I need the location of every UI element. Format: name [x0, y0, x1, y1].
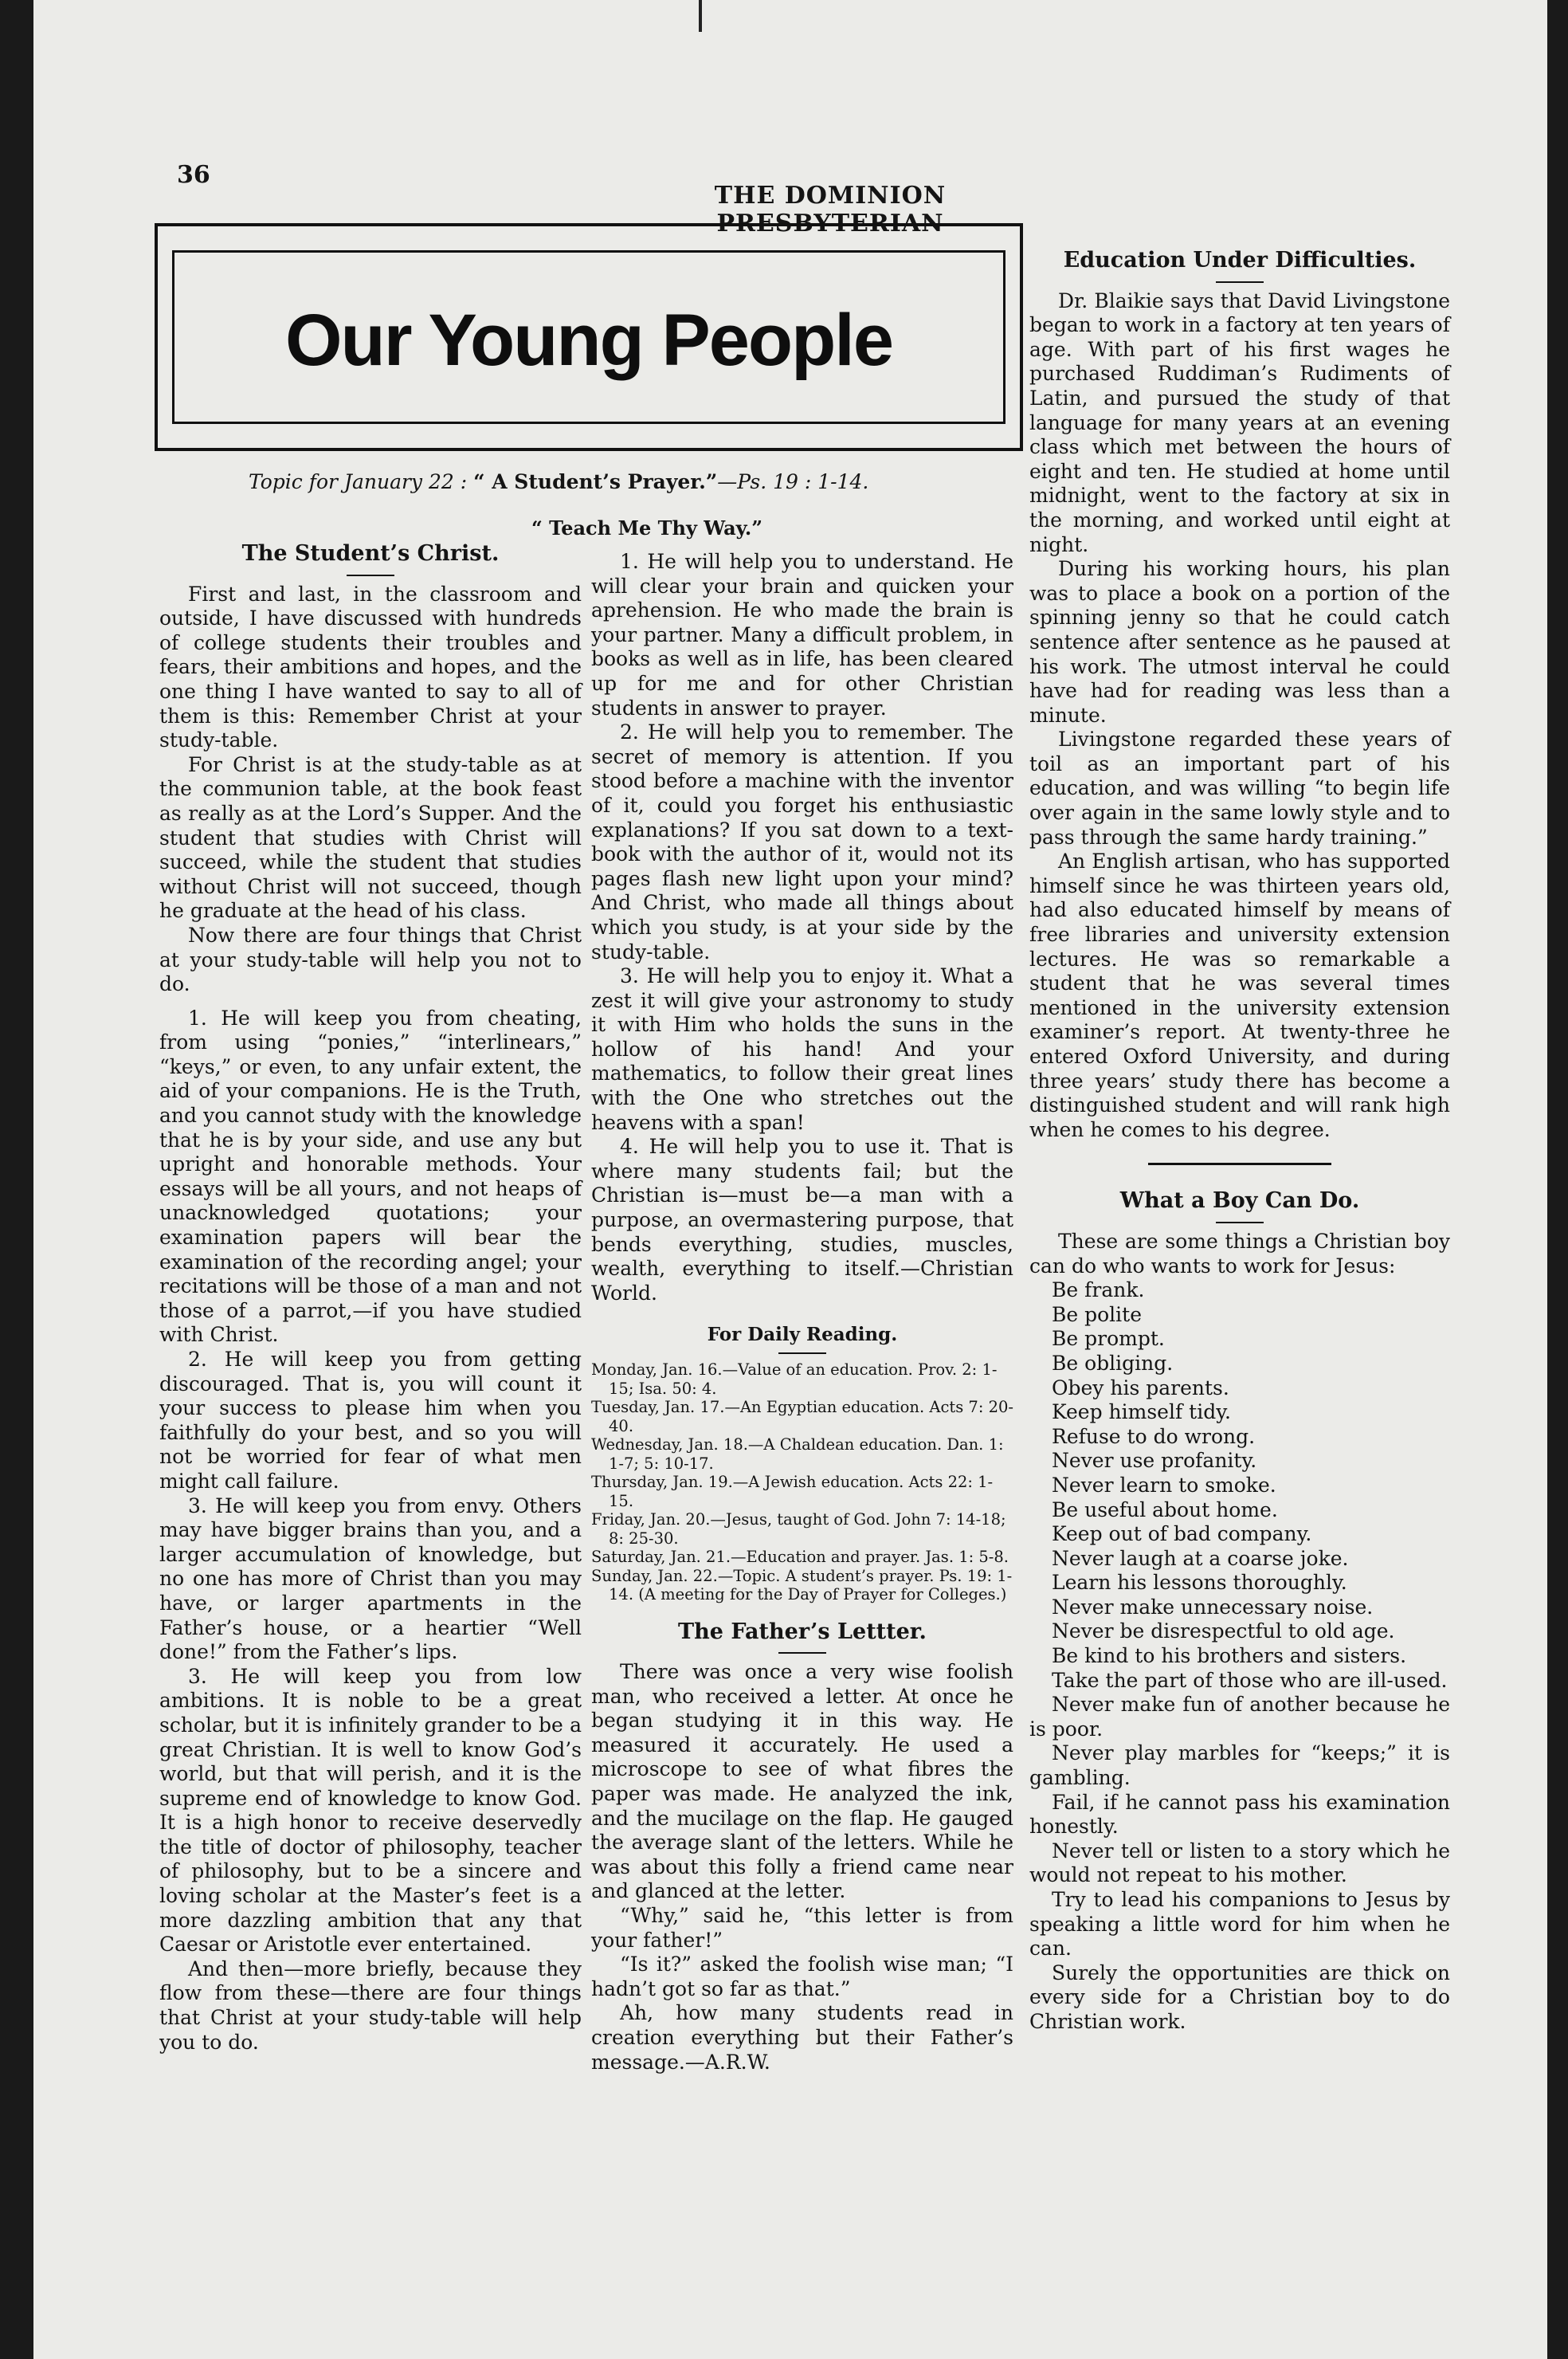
- list-item: Be prompt.: [1052, 1327, 1165, 1351]
- list-item: Never tell or listen to a story which he would not repeat to his mother.: [1029, 1839, 1450, 1887]
- topic-line: [249, 470, 1013, 493]
- banner-inner-frame: [172, 250, 1005, 424]
- paragraph: Now there are four things that Christ at your study-table will help you not to do.: [159, 923, 582, 996]
- paragraph: 1. He will help you to understand. He will clear your brain and quicken your aprehension. He who made the brain is your partner. Many a difficult problem, in books as well as in life, has been cleared up for me and for other Christian students in answer to prayer.: [591, 550, 1013, 720]
- paragraph: “Is it?” asked the foolish wise man; “I hadn’t got so far as that.”: [591, 1953, 1013, 2000]
- paragraph: An English artisan, who has supported himself since he was thirteen years old, had also educated himself by means of free libraries and university extension lectures. He was so remarkable a student that he was several times mentioned in the university extension examiner’s report. At twenty-three he entered Oxford University, and during three years’ study there has become a distinguished student and will rank high when he comes to his degree.: [1029, 850, 1450, 1141]
- paragraph: 4. He will help you to use it. That is where many students fail; but the Christian is—must be—a man with a purpose, an overmastering purpose, that bends everything, studies, muscles, wealth, everything to itself.—Christian World.: [591, 1135, 1013, 1305]
- paragraph: These are some things a Christian boy can do who wants to work for Jesus:: [1029, 1229, 1450, 1278]
- list-item: Refuse to do wrong.: [1052, 1424, 1256, 1448]
- list-item: Be polite: [1052, 1302, 1143, 1326]
- list-item: Wednesday, Jan. 18.—A Chaldean education. Dan. 1: 1-7; 5: 10-17.: [591, 1435, 1004, 1473]
- list-item: Never be disrespectful to old age.: [1052, 1619, 1395, 1643]
- list-item: Be obliging.: [1052, 1351, 1174, 1375]
- list-item: Monday, Jan. 16.—Value of an education. Prov. 2: 1-15; Isa. 50: 4.: [591, 1360, 998, 1398]
- paragraph: “Why,” said he, “this letter is from your father!”: [591, 1904, 1013, 1952]
- paragraph: 2. He will keep you from getting discouraged. That is, you will count it your success to please him when you faithfully do your best, and so you will not be worried for fear of what men might call failure.: [159, 1348, 582, 1493]
- list-item: Saturday, Jan. 21.—Education and prayer. Jas. 1: 5-8.: [591, 1548, 1009, 1566]
- paragraph: 3. He will keep you from envy. Others may have bigger brains than you, and a larger accumulation of knowledge, but no one has more of Christ than you may have, or larger apartments in the Father’s house, or a heartier “Well done!” from the Father’s lips.: [159, 1494, 582, 1664]
- running-head: THE DOMINION PRESBYTERIAN: [714, 182, 947, 237]
- topic-ref: —Ps. 19 : 1-14.: [717, 470, 869, 493]
- section-divider: [1148, 1163, 1331, 1165]
- banner-title: Our Young People: [285, 300, 892, 381]
- article-heading-students-christ: The Student’s Christ.: [241, 541, 500, 566]
- list-item: Never laugh at a coarse joke.: [1052, 1546, 1349, 1570]
- column-left: [159, 542, 582, 2055]
- list-item: Thursday, Jan. 19.—A Jewish education. Acts 22: 1-15.: [591, 1473, 994, 1510]
- paragraph: 3. He will help you to enjoy it. What a zest it will give your astronomy to study it with Him who holds the suns in the hollow of his hand! And your mathematics, to follow their great lines with the One who stretches out the heavens with a span!: [591, 964, 1013, 1134]
- daily-reading-heading: For Daily Reading.: [707, 1324, 898, 1346]
- page-number: 36: [177, 161, 210, 189]
- article-heading-fathers-letter: The Father’s Lettter.: [678, 1619, 927, 1644]
- subtopic-line: “ Teach Me Thy Way.”: [531, 516, 763, 540]
- paragraph: Livingstone regarded these years of toil as an important part of his education, and was willing “to begin life over again in the same lowly style and to pass through the same hardy training.”: [1029, 728, 1450, 849]
- column-middle: [591, 550, 1013, 2074]
- list-item: Never make unnecessary noise.: [1052, 1595, 1374, 1619]
- list-item: Be useful about home.: [1052, 1497, 1278, 1521]
- paragraph: First and last, in the classroom and outside, I have discussed with hundreds of college students their troubles and fears, their ambitions and hopes, and the one thing I have wanted to say to all of them is this: Remember Christ at your study-table.: [159, 582, 582, 752]
- list-item: Never play marbles for “keeps;” it is gambling.: [1029, 1741, 1450, 1790]
- section-banner: [155, 223, 1023, 451]
- list-item: Surely the opportunities are thick on every side for a Christian boy to do Christian work.: [1029, 1961, 1450, 2033]
- list-item: Take the part of those who are ill-used.: [1052, 1668, 1448, 1692]
- list-item: Never make fun of another because he is poor.: [1029, 1693, 1450, 1741]
- article-heading-education: Education Under Difficulties.: [1063, 248, 1417, 273]
- list-item: Sunday, Jan. 22.—Topic. A student’s prayer. Ps. 19: 1-14. (A meeting for the Day of Prayer for Colleges.): [591, 1566, 1013, 1603]
- list-item: Never learn to smoke.: [1052, 1473, 1276, 1497]
- paragraph: Dr. Blaikie says that David Livingstone began to work in a factory at ten years of age. With part of his first wages he purchased Ruddiman’s Rudiments of Latin, and pursued the study of that language for many years at an evening class which met between the hours of eight and ten. He studied at home until midnight, went to the factory at six in the morning, and worked until eight at night.: [1029, 288, 1450, 556]
- list-item: Obey his parents.: [1052, 1376, 1229, 1399]
- boy-can-do-list: [1029, 1278, 1450, 2034]
- list-item: Be kind to his brothers and sisters.: [1052, 1644, 1407, 1668]
- paragraph: 3. He will keep you from low ambitions. It is noble to be a great scholar, but it is infinitely grander to be a great Christian. It is well to know God’s world, but that will perish, and it is the supreme end of knowledge to know God. It is a high honor to receive deservedly the title of doctor of philosophy, teacher of philosophy, but to be a sincere and loving scholar at the Master’s feet is a more dazzling ambition that any that Caesar or Aristotle ever entertained.: [159, 1664, 582, 1957]
- paragraph: Ah, how many students read in creation everything but their Father’s message.—A.R.W.: [591, 2001, 1013, 2074]
- paragraph: And then—more briefly, because they flow from these—there are four things that Christ at your study-table will help you to do.: [159, 1957, 582, 2054]
- newspaper-page: [33, 0, 1547, 2359]
- paragraph: During his working hours, his plan was to place a book on a portion of the spinning jenny so that he could catch sentence after sentence as he paused at his work. The utmost interval he could have had for reading was less than a minute.: [1029, 557, 1450, 727]
- list-item: Fail, if he cannot pass his examination honestly.: [1029, 1790, 1450, 1839]
- list-item: Keep himself tidy.: [1052, 1400, 1231, 1424]
- daily-reading-list: [591, 1360, 1013, 1604]
- column-right: [1029, 249, 1450, 2035]
- list-item: Be frank.: [1052, 1278, 1145, 1302]
- paragraph: There was once a very wise foolish man, who received a letter. At once he began studying it in this way. He measured it accurately. He used a microscope to see of what fibres the paper was made. He analyzed the ink, and the mucilage on the flap. He gauged the average slant of the letters. While he was about this folly a friend came near and glanced at the letter.: [591, 1660, 1013, 1903]
- list-item: Learn his lessons thoroughly.: [1052, 1571, 1347, 1595]
- topic-title: “ A Student’s Prayer.”: [473, 470, 718, 493]
- list-item: Friday, Jan. 20.—Jesus, taught of God. John 7: 14-18; 8: 25-30.: [591, 1510, 1006, 1548]
- list-item: Tuesday, Jan. 17.—An Egyptian education. Acts 7: 20-40.: [591, 1398, 1013, 1435]
- heading-rule: [778, 1352, 826, 1354]
- list-item: Keep out of bad company.: [1052, 1522, 1312, 1546]
- scan-mark: [699, 0, 702, 32]
- paragraph: 2. He will help you to remember. The secret of memory is attention. If you stood before a machine with the inventor of it, could you forget his enthusiastic explanations? If you sat down to a text-book with the author of it, would not its pages flash new light upon your mind? And Christ, who made all things about which you study, is at your side by the study-table.: [591, 720, 1013, 964]
- heading-rule: [1216, 281, 1264, 283]
- heading-rule: [778, 1652, 826, 1654]
- paragraph: 1. He will keep you from cheating, from using “ponies,” “interlinears,” “keys,” or even, to any unfair extent, the aid of your companions. He is the Truth, and you cannot study with the knowledge that he is by your side, and use any but upright and honorable methods. Your essays will be all yours, and not heaps of unacknowledged quotations; your examination papers will bear the examination of the recording angel; your recitations will be those of a man and not those of a parrot,—if you have studied with Christ.: [159, 1006, 582, 1347]
- heading-rule: [347, 575, 394, 576]
- article-heading-what-a-boy-can-do: What a Boy Can Do.: [1119, 1188, 1360, 1214]
- list-item: Never use profanity.: [1052, 1449, 1257, 1473]
- topic-prefix: Topic for January 22 :: [249, 470, 468, 493]
- heading-rule: [1216, 1222, 1264, 1223]
- paragraph: For Christ is at the study-table as at the communion table, at the book feast as really as at the Lord’s Supper. And the student that studies with Christ will succeed, while the student that studies without Christ will not succeed, though he graduate at the head of his class.: [159, 752, 582, 923]
- list-item: Try to lead his companions to Jesus by speaking a little word for him when he can.: [1029, 1888, 1450, 1961]
